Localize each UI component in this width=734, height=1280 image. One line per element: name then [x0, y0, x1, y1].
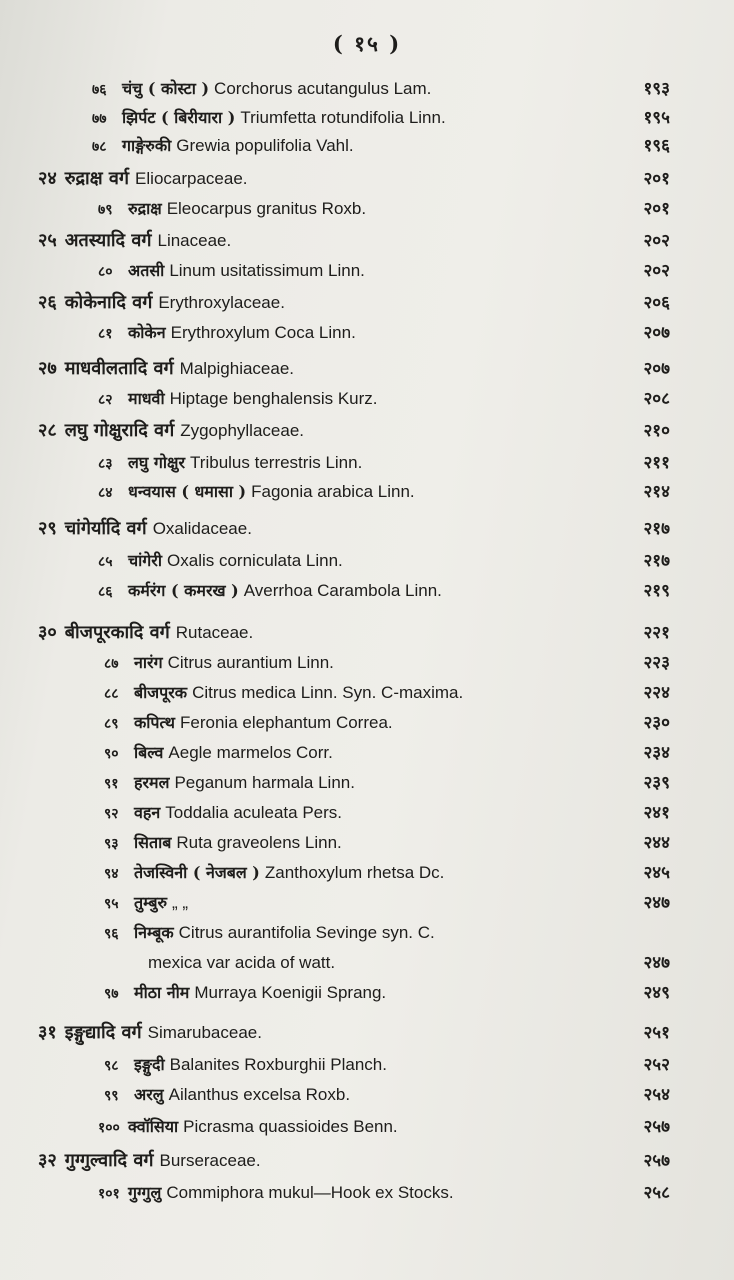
family-heading	[0, 354, 734, 384]
species-entry	[0, 576, 734, 606]
entry-text	[38, 164, 248, 194]
hindi-name: अरलु	[134, 1085, 164, 1104]
page-ref: २४५	[643, 863, 670, 883]
species-entry	[0, 74, 734, 104]
hindi-name: धन्वयास ( धमासा )	[128, 482, 247, 501]
hindi-name: कोकेन	[128, 323, 166, 342]
entry-text	[104, 798, 342, 829]
hindi-name: गुग्गुल्वादि वर्ग	[64, 1150, 154, 1171]
page-ref: २५२	[643, 1055, 670, 1075]
page-ref: २४७	[643, 893, 670, 913]
page-ref: २०८	[643, 389, 670, 409]
entry-number: ३२	[38, 1150, 57, 1171]
hindi-name: हरमल	[134, 773, 170, 792]
entry-text	[104, 978, 386, 1009]
entry-text	[104, 858, 444, 889]
species-entry	[0, 678, 734, 708]
entry-text	[104, 888, 188, 919]
page-ref: २१९	[643, 581, 670, 601]
entry-number: ७९	[98, 202, 113, 218]
entry-text	[98, 1178, 454, 1209]
page-ref: २१०	[643, 421, 670, 441]
page-ref: २१४	[643, 482, 670, 502]
entry-text	[38, 1018, 262, 1048]
entry-number: २७	[38, 358, 57, 379]
entry-number: २४	[38, 168, 57, 189]
latin-name: Feronia elephantum Correa.	[180, 713, 393, 732]
entry-text	[98, 477, 415, 508]
family-heading	[0, 226, 734, 256]
entry-text	[92, 103, 446, 134]
latin-name: „ „	[172, 893, 189, 912]
entry-text	[98, 1112, 398, 1143]
species-entry	[0, 648, 734, 678]
entry-number: १००	[98, 1120, 120, 1136]
entry-text	[98, 576, 442, 607]
hindi-name: लघु गोक्षुर	[128, 453, 186, 472]
hindi-name: कपित्थ	[134, 713, 176, 732]
latin-name: Linaceae.	[157, 231, 232, 250]
entry-text	[104, 918, 435, 949]
species-entry	[0, 798, 734, 828]
family-heading	[0, 416, 734, 446]
page-ref: २५७	[643, 1151, 670, 1171]
hindi-name: चांगेर्यादि वर्ग	[64, 518, 147, 539]
entry-number: ८२	[98, 392, 113, 408]
page-ref: २५७	[643, 1117, 670, 1137]
latin-name: Averrhoa Carambola Linn.	[243, 581, 442, 600]
entry-number: ७७	[92, 111, 107, 127]
entry-text	[38, 416, 304, 446]
entry-number: ८६	[98, 584, 113, 600]
hindi-name: रुद्राक्ष	[128, 199, 162, 218]
hindi-name: कोकेनादि वर्ग	[64, 292, 153, 313]
entry-number: २८	[38, 420, 57, 441]
entry-number: १०१	[98, 1186, 120, 1202]
page-ref: २११	[643, 453, 670, 473]
latin-name: Zygophyllaceae.	[180, 421, 305, 440]
species-entry	[0, 448, 734, 478]
latin-name: Erythroxylaceae.	[158, 293, 285, 312]
entry-text	[38, 1146, 261, 1176]
latin-name: Toddalia aculeata Pers.	[165, 803, 343, 822]
latin-name: Peganum harmala Linn.	[174, 773, 355, 792]
species-entry	[0, 1080, 734, 1110]
latin-name: Balanites Roxburghii Planch.	[169, 1055, 387, 1074]
species-entry	[0, 828, 734, 858]
entry-number: ९७	[104, 986, 119, 1002]
species-entry	[0, 384, 734, 414]
entry-text	[38, 618, 253, 648]
hindi-name: बीजपूरकादि वर्ग	[64, 622, 170, 643]
entry-number: ९६	[104, 926, 119, 942]
entry-number: २९	[38, 518, 57, 539]
page-ref: २५४	[643, 1085, 670, 1105]
entry-text	[98, 384, 378, 415]
hindi-name: चांगेरी	[128, 551, 163, 570]
entry-number: ३०	[38, 622, 57, 643]
latin-name: Citrus aurantifolia Sevinge syn. C.	[178, 923, 435, 942]
species-entry	[0, 858, 734, 888]
species-entry	[0, 978, 734, 1008]
entry-text	[98, 194, 366, 225]
page-ref: २१७	[643, 551, 670, 571]
page-ref: १९३	[643, 79, 670, 99]
page-ref: २५८	[643, 1183, 670, 1203]
latin-name: Rutaceae.	[175, 623, 254, 642]
latin-name: Commiphora mukul—Hook ex Stocks.	[166, 1183, 454, 1202]
latin-name: Citrus medica Linn. Syn. C-maxima.	[192, 683, 464, 702]
hindi-name: अतस्यादि वर्ग	[64, 230, 152, 251]
entry-number: २६	[38, 292, 57, 313]
latin-name: Ruta graveolens Linn.	[176, 833, 342, 852]
species-entry	[0, 546, 734, 576]
page-ref: १९५	[643, 108, 670, 128]
page-ref: २१७	[643, 519, 670, 539]
latin-name: Tribulus terrestris Linn.	[190, 453, 363, 472]
species-entry	[0, 768, 734, 798]
hindi-name: माधवी	[128, 389, 165, 408]
entry-number: ८३	[98, 456, 113, 472]
species-entry	[0, 1050, 734, 1080]
page-ref: २२१	[643, 623, 670, 643]
hindi-name: बिल्व	[134, 743, 164, 762]
family-heading	[0, 618, 734, 648]
species-entry	[0, 194, 734, 224]
latin-name: Triumfetta rotundifolia Linn.	[240, 108, 446, 127]
entry-number: ८७	[104, 656, 119, 672]
latin-name: Linum usitatissimum Linn.	[169, 261, 365, 280]
entry-text	[104, 678, 463, 709]
entry-number: ९४	[104, 866, 119, 882]
entry-text	[104, 768, 355, 799]
latin-name: Oxalis corniculata Linn.	[167, 551, 343, 570]
entry-text	[38, 514, 252, 544]
page-ref: २४१	[643, 803, 670, 823]
family-heading	[0, 1018, 734, 1048]
entry-text	[38, 288, 285, 318]
latin-name: Aegle marmelos Corr.	[168, 743, 333, 762]
family-heading	[0, 288, 734, 318]
page-ref: २३०	[643, 713, 670, 733]
species-entry	[0, 708, 734, 738]
hindi-name: चंचु ( कोस्टा )	[122, 79, 210, 98]
latin-name: Grewia populifolia Vahl.	[176, 136, 354, 155]
entry-text	[104, 1080, 350, 1111]
page-ref: २०७	[643, 359, 670, 379]
page-ref: २४४	[643, 833, 670, 853]
entry-text	[98, 546, 343, 577]
latin-name: Malpighiaceae.	[179, 359, 295, 378]
entry-number: ३१	[38, 1022, 57, 1043]
entry-number: २५	[38, 230, 57, 251]
page-ref: २०७	[643, 323, 670, 343]
hindi-name: झिर्पट ( बिरीयारा )	[122, 108, 236, 127]
hindi-name: कर्मरंग ( कमरख )	[128, 581, 239, 600]
hindi-name: इङ्गुदी	[134, 1055, 165, 1074]
entry-number: ९२	[104, 806, 119, 822]
entry-text	[92, 74, 431, 105]
hindi-name: माधवीलतादि वर्ग	[64, 358, 174, 379]
latin-name-continued: mexica var acida of watt.	[148, 953, 336, 972]
entry-text	[38, 354, 294, 384]
species-entry	[0, 256, 734, 286]
entry-text	[38, 226, 231, 256]
latin-name: Eliocarpaceae.	[135, 169, 248, 188]
page-ref: २२३	[643, 653, 670, 673]
entry-text	[92, 131, 354, 162]
latin-name: Eleocarpus granitus Roxb.	[166, 199, 367, 218]
page-ref: २०६	[643, 293, 670, 313]
latin-name: Zanthoxylum rhetsa Dc.	[264, 863, 445, 882]
latin-name: Citrus aurantium Linn.	[167, 653, 334, 672]
entry-number: ९१	[104, 776, 119, 792]
entry-number: ७६	[92, 82, 107, 98]
family-heading	[0, 1146, 734, 1176]
entry-number: ९९	[104, 1088, 119, 1104]
hindi-name: बीजपूरक	[134, 683, 188, 702]
hindi-name: अतसी	[128, 261, 165, 280]
hindi-name: रुद्राक्ष वर्ग	[64, 168, 130, 189]
page-ref: २४९	[643, 983, 670, 1003]
latin-name: Picrasma quassioides Benn.	[183, 1117, 398, 1136]
hindi-name: मीठा नीम	[134, 983, 190, 1002]
species-entry	[0, 103, 734, 133]
page-ref: २४७	[643, 953, 670, 973]
entry-text	[104, 648, 334, 679]
entry-number: ८५	[98, 554, 113, 570]
hindi-name: लघु गोक्षुरादि वर्ग	[64, 420, 175, 441]
hindi-name: गुग्गुलु	[128, 1183, 162, 1202]
latin-name: Murraya Koenigii Sprang.	[194, 983, 387, 1002]
hindi-name: वहन	[134, 803, 161, 822]
latin-name: Oxalidaceae.	[152, 519, 252, 538]
latin-name: Burseraceae.	[159, 1151, 261, 1170]
page-ref: २०१	[643, 169, 670, 189]
page-ref: १९६	[643, 136, 670, 156]
page-ref: २५१	[643, 1023, 670, 1043]
entry-number: ८८	[104, 686, 119, 702]
entry-number: ९०	[104, 746, 119, 762]
hindi-name: इङ्गुद्यादि वर्ग	[64, 1022, 142, 1043]
entry-text	[98, 448, 362, 479]
latin-name: Ailanthus excelsa Roxb.	[168, 1085, 351, 1104]
page-ref: २०१	[643, 199, 670, 219]
latin-name: Corchorus acutangulus Lam.	[214, 79, 432, 98]
latin-name: Hiptage benghalensis Kurz.	[169, 389, 378, 408]
hindi-name: नारंग	[134, 653, 163, 672]
entry-number: ८९	[104, 716, 119, 732]
entry-text	[148, 948, 335, 978]
page-ref: २०२	[643, 261, 670, 281]
latin-name: Erythroxylum Coca Linn.	[170, 323, 356, 342]
entry-text	[104, 828, 342, 859]
entry-number: ८०	[98, 264, 113, 280]
entry-number: ९५	[104, 896, 119, 912]
entry-number: ७८	[92, 139, 107, 155]
family-heading	[0, 164, 734, 194]
entry-text	[104, 1050, 387, 1081]
page-ref: २०२	[643, 231, 670, 251]
entry-text	[104, 738, 333, 769]
page-ref: २३४	[643, 743, 670, 763]
entry-number: ९३	[104, 836, 119, 852]
species-entry	[0, 318, 734, 348]
species-entry	[0, 1178, 734, 1208]
species-entry	[0, 131, 734, 161]
entry-text	[98, 256, 365, 287]
species-entry	[0, 738, 734, 768]
species-entry	[0, 1112, 734, 1142]
family-heading	[0, 514, 734, 544]
latin-name: Fagonia arabica Linn.	[251, 482, 415, 501]
hindi-name: सिताब	[134, 833, 172, 852]
species-entry	[0, 477, 734, 507]
page-number: ( १५ )	[332, 31, 402, 56]
entry-continuation	[0, 948, 734, 978]
page-ref: २३९	[643, 773, 670, 793]
species-entry	[0, 918, 734, 948]
hindi-name: क्वॉसिया	[128, 1117, 179, 1136]
hindi-name: गाङ्गेरुकी	[122, 136, 172, 155]
latin-name: Simarubaceae.	[147, 1023, 262, 1042]
hindi-name: निम्बूक	[134, 923, 174, 942]
entry-number: ८१	[98, 326, 113, 342]
entry-number: ९८	[104, 1058, 119, 1074]
hindi-name: तेजस्विनी ( नेजबल )	[134, 863, 260, 882]
entry-number: ८४	[98, 485, 113, 501]
entry-text	[104, 708, 393, 739]
hindi-name: तुम्बुरु	[134, 893, 168, 912]
page-ref: २२४	[643, 683, 670, 703]
entry-text	[98, 318, 356, 349]
species-entry	[0, 888, 734, 918]
